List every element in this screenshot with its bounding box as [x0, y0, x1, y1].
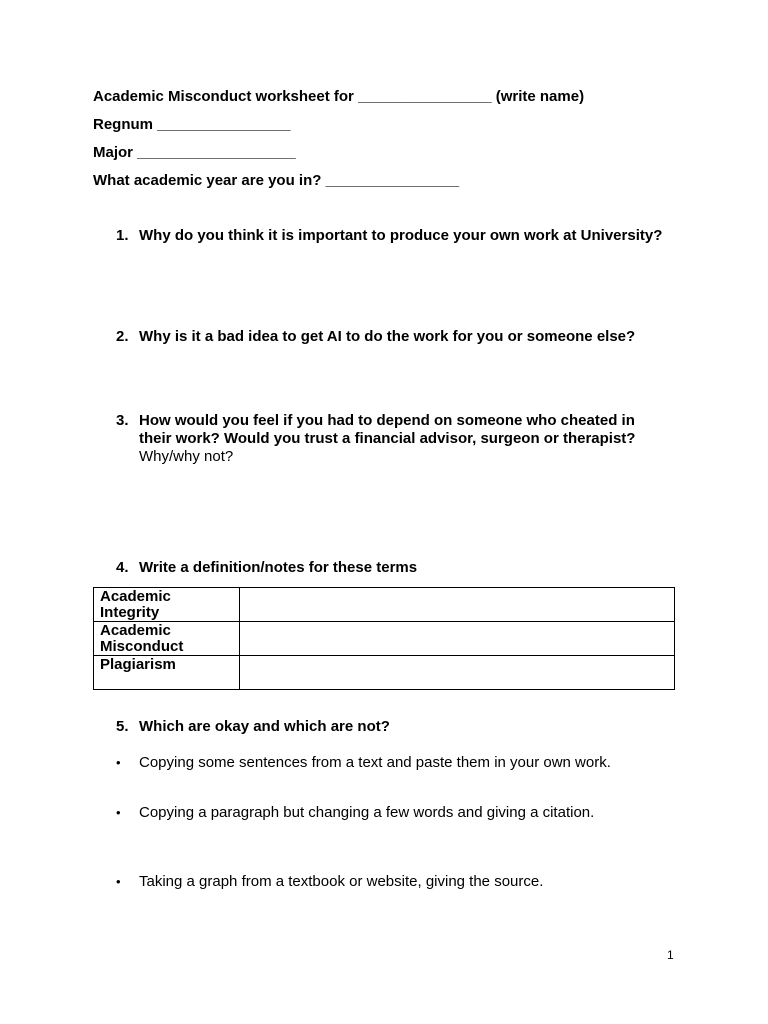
question-number: 5.	[116, 718, 129, 735]
question-followup: Why/why not?	[139, 448, 234, 465]
question-text: Write a definition/notes for these terms	[139, 559, 418, 576]
term-cell: Academic Integrity	[94, 588, 240, 622]
bullet-icon: •	[116, 805, 121, 820]
regnum-line: Regnum ________________	[93, 116, 291, 133]
bullet-icon: •	[116, 755, 121, 770]
question-text: Why is it a bad idea to get AI to do the work for you or someone else?	[139, 328, 636, 345]
table-row	[94, 622, 675, 656]
term-cell: Academic Misconduct	[94, 622, 240, 656]
page-number: 1	[667, 948, 674, 962]
notes-cell[interactable]	[240, 622, 675, 656]
worksheet-title-line: Academic Misconduct worksheet for ________________ (write name)	[93, 88, 585, 105]
question-text: Why do you think it is important to produce your own work at University?	[139, 227, 663, 244]
question-number: 4.	[116, 559, 129, 576]
major-line: Major ___________________	[93, 144, 296, 161]
question-text: Which are okay and which are not?	[139, 718, 390, 735]
list-item-text: Taking a graph from a textbook or website, giving the source.	[139, 873, 544, 890]
list-item-text: Copying a paragraph but changing a few words and giving a citation.	[139, 804, 595, 821]
question-number: 1.	[116, 227, 129, 244]
notes-cell[interactable]	[240, 588, 675, 622]
list-item-text: Copying some sentences from a text and paste them in your own work.	[139, 754, 611, 771]
table-row	[94, 656, 675, 690]
bullet-icon: •	[116, 874, 121, 889]
table-row	[94, 588, 675, 622]
notes-cell[interactable]	[240, 656, 675, 690]
academic-year-line: What academic year are you in? ________________	[93, 172, 460, 189]
question-text: How would you feel if you had to depend on someone who cheated in their work? Would you trust a financial advisor, surgeon or therapist?	[139, 412, 636, 447]
question-number: 2.	[116, 328, 129, 345]
term-cell: Plagiarism	[94, 656, 240, 690]
question-number: 3.	[116, 412, 129, 429]
terms-table	[93, 587, 675, 690]
